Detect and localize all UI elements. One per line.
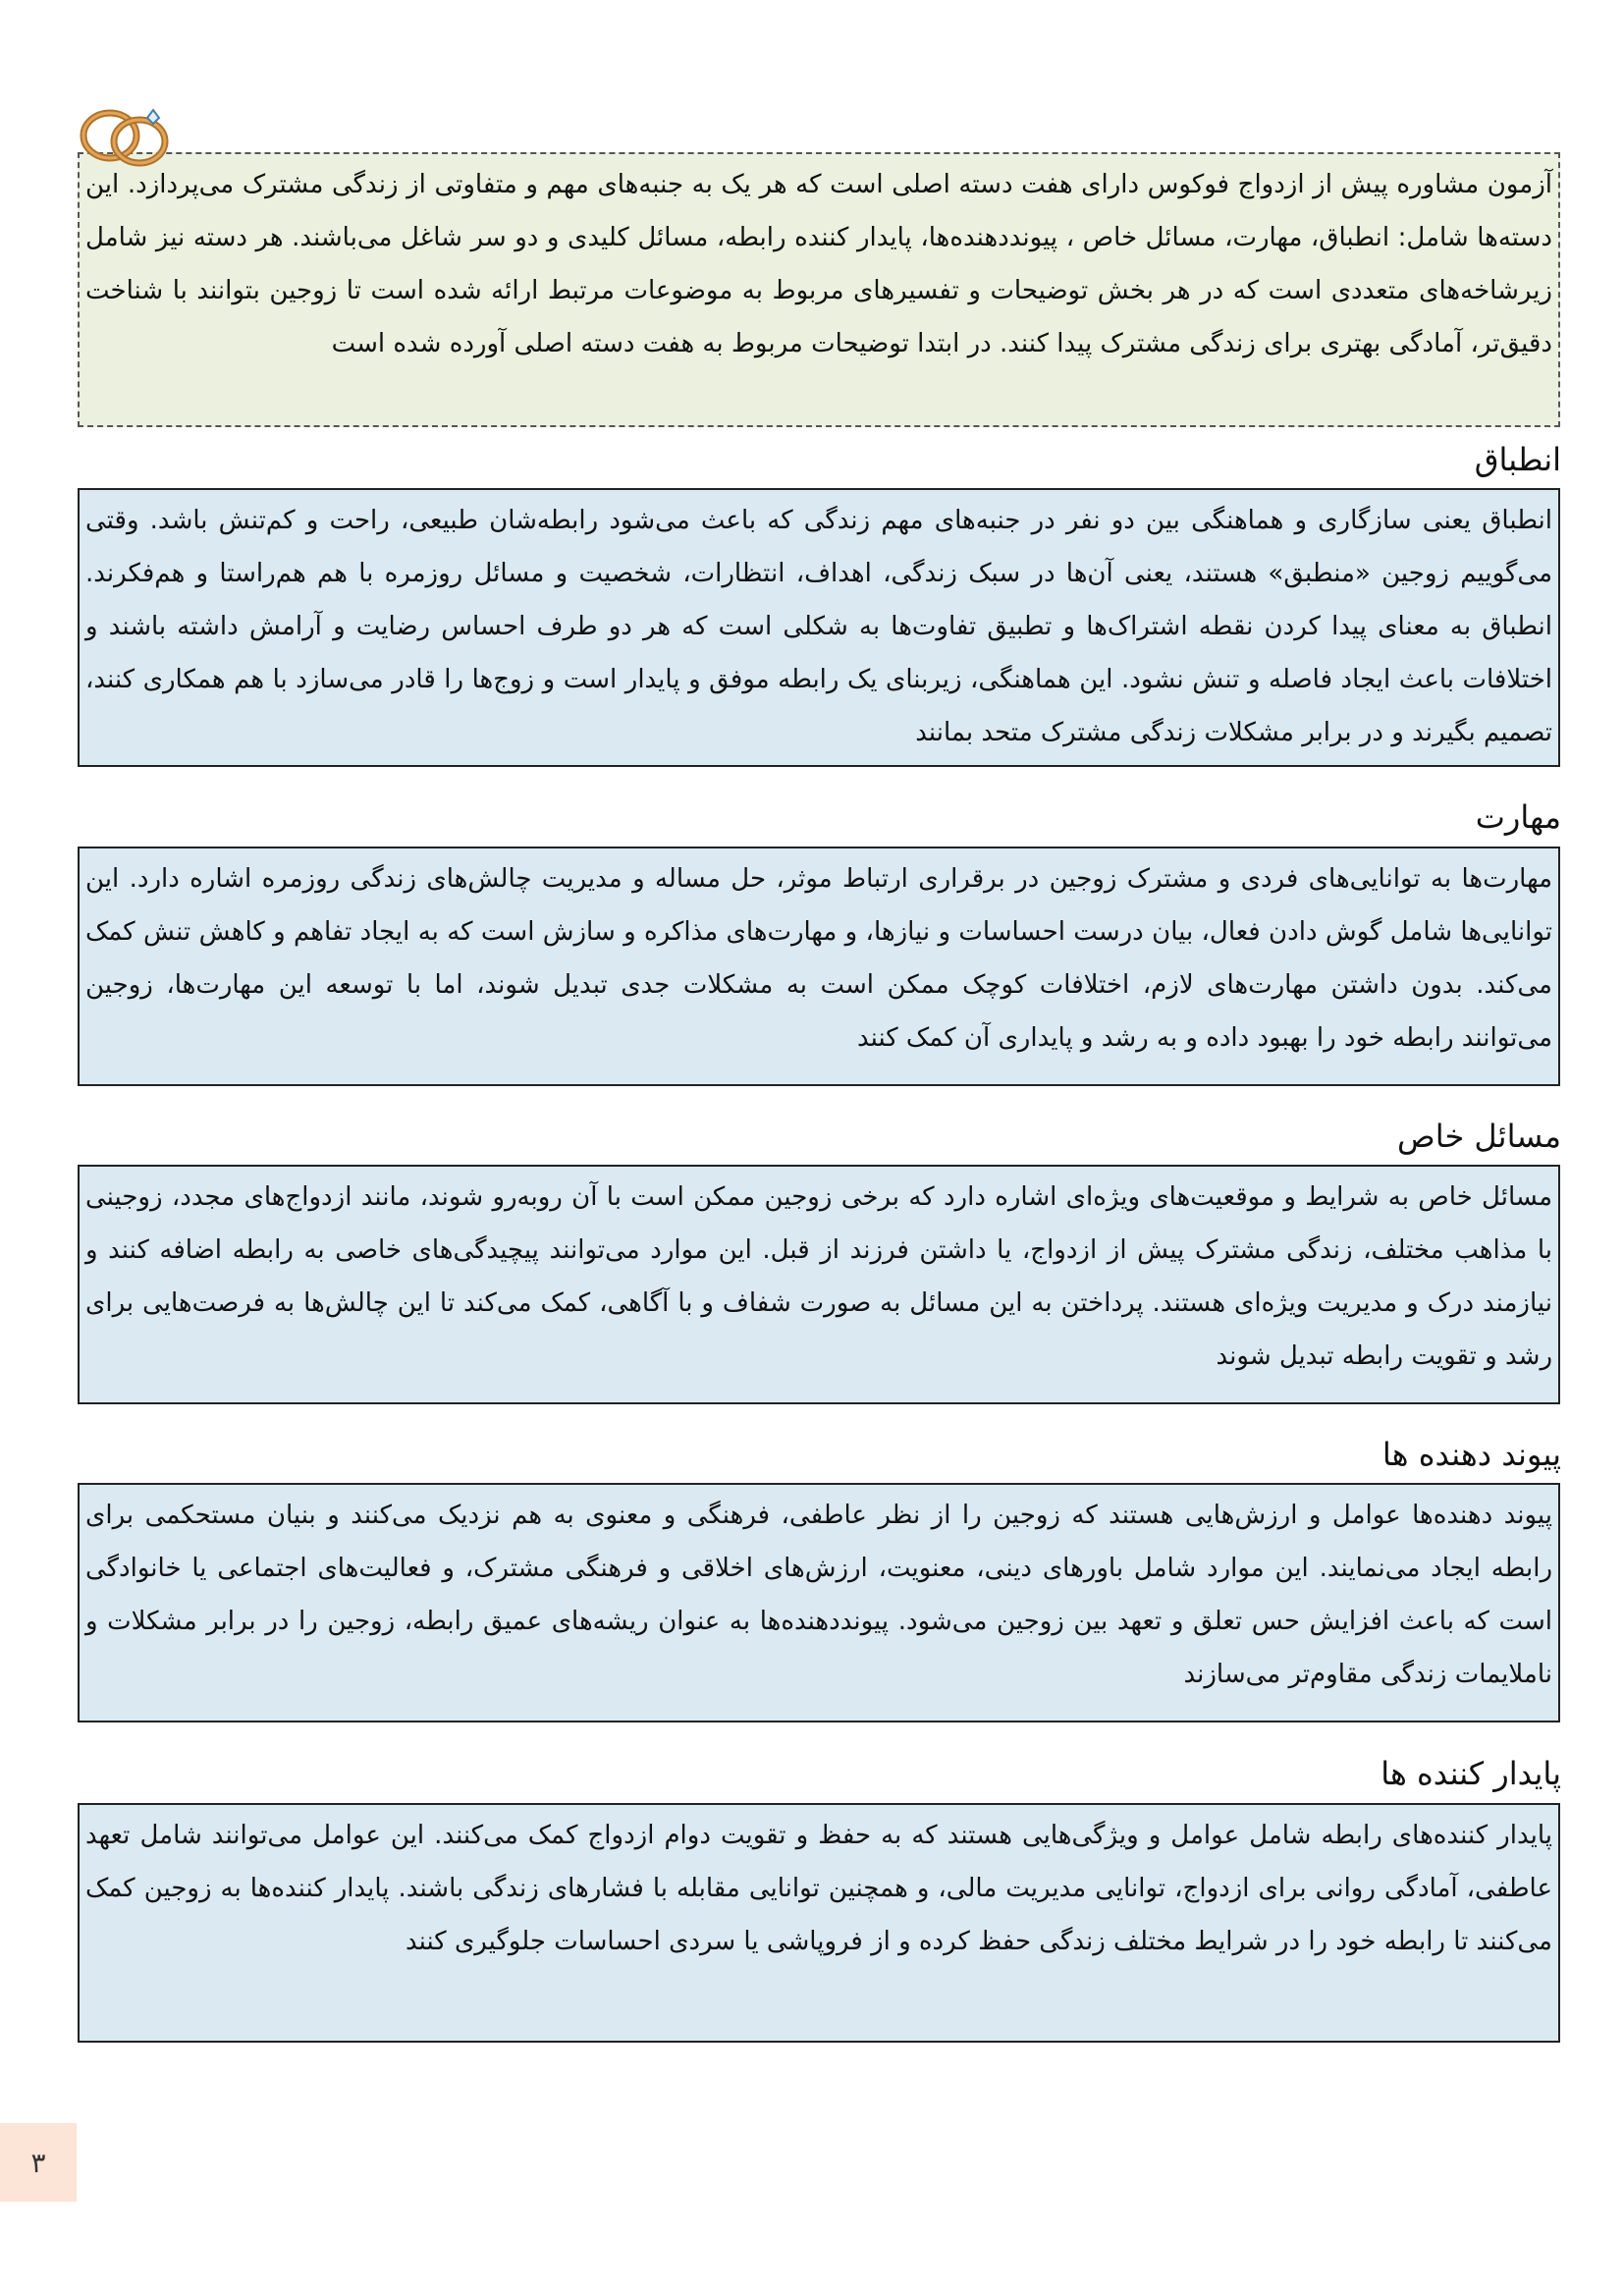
intro-box bbox=[78, 152, 1560, 427]
section-heading-skills: مهارت bbox=[1475, 798, 1561, 836]
section-heading-adaptation: انطباق bbox=[1474, 441, 1561, 478]
section-text-special-issues: مسائل خاص به شرایط و موقعیت‌های ویژه‌ای اشاره دارد که برخی زوجین ممکن است با آن روبه‌رو شوند، مانند ازدواج‌های مجدد، زوجینی با مذاهب مختلف، زندگی مشترک پیش از ازدواج، یا داشتن فرزند از قبل. این موارد می‌توانند پیچیدگی‌های خاصی به رابطه اضافه کنند و نیازمند درک و مدیریت ویژه‌ای هستند. پرداختن به این مسائل به صورت شفاف و با آگاهی، کمک می‌کند تا این چالش‌ها به فرصت‌هایی برای رشد و تقویت رابطه تبدیل شوند bbox=[85, 1182, 1552, 1371]
wedding-rings-icon bbox=[75, 100, 181, 169]
section-heading-special-issues: مسائل خاص bbox=[1397, 1118, 1561, 1155]
section-box-special-issues bbox=[78, 1165, 1560, 1404]
section-text-skills: مهارت‌ها به توانایی‌های فردی و مشترک زوجین در برقراری ارتباط موثر، حل مساله و مدیریت چالش‌های زندگی روزمره اشاره دارد. این توانایی‌ها شامل گوش دادن فعال، بیان درست احساسات و نیازها، و مهارت‌های مذاکره و سازش است که به ایجاد تفاهم و کاهش تنش کمک می‌کند. بدون داشتن مهارت‌های لازم، اختلافات کوچک ممکن است به مشکلات جدی تبدیل شوند، اما با توسعه این مهارت‌ها، زوجین می‌توانند رابطه خود را بهبود داده و به رشد و پایداری آن کمک کنند bbox=[85, 864, 1552, 1053]
section-text-adaptation: انطباق یعنی سازگاری و هماهنگی بین دو نفر در جنبه‌های مهم زندگی که باعث می‌شود رابطه‌شان طبیعی، راحت و کم‌تنش باشد. وقتی می‌گوییم زوجین «منطبق» هستند، یعنی آن‌ها در سبک زندگی، اهداف، انتظارات، شخصیت و مسائل روزمره با هم هم‌راستا و هم‌فکرند. انطباق به معنای پیدا کردن نقطه اشتراک‌ها و تطبیق تفاوت‌ها به شکلی است که هر دو طرف احساس رضایت و آرامش داشته باشند و اختلافات باعث ایجاد فاصله و تنش نشود. این هماهنگی، زیربنای یک رابطه موفق و پایدار است و زوج‌ها را قادر می‌سازد با هم همکاری کنند، تصمیم بگیرند و در برابر مشکلات زندگی مشترک متحد بمانند bbox=[85, 506, 1552, 747]
section-box-stabilizers bbox=[78, 1803, 1560, 2043]
section-text-stabilizers: پایدار کننده‌های رابطه شامل عوامل و ویژگی‌هایی هستند که به حفظ و تقویت دوام ازدواج کمک می‌کنند. این عوامل می‌توانند شامل تعهد عاطفی، آمادگی روانی برای ازدواج، توانایی مدیریت مالی، و همچنین توانایی مقابله با فشارهای زندگی باشند. پایدار کننده‌ها به زوجین کمک می‌کنند تا رابطه خود را در شرایط مختلف زندگی حفظ کرده و از فروپاشی یا سردی احساسات جلوگیری کنند bbox=[85, 1821, 1552, 1956]
section-box-skills bbox=[78, 847, 1560, 1086]
section-heading-stabilizers: پایدار کننده ها bbox=[1380, 1755, 1561, 1792]
intro-text: آزمون مشاوره پیش از ازدواج فوکوس دارای هفت دسته اصلی است که هر یک به جنبه‌های مهم و متفاوتی از زندگی مشترک می‌پردازد. این دسته‌ها شامل: انطباق، مهارت، مسائل خاص ، پیونددهنده‌ها، پایدار کننده رابطه، مسائل کلیدی و دو سر شاغل می‌باشند. هر دسته نیز شامل زیرشاخه‌های متعددی است که در هر بخش توضیحات و تفسیرهای مربوط به موضوعات مرتبط ارائه شده است تا زوجین بتوانند با شناخت دقیق‌تر، آمادگی بهتری برای زندگی مشترک پیدا کنند. در ابتدا توضیحات مربوط به هفت دسته اصلی آورده شده است bbox=[85, 170, 1552, 358]
section-text-connectors: پیوند دهنده‌ها عوامل و ارزش‌هایی هستند که زوجین را از نظر عاطفی، فرهنگی و معنوی به هم نزدیک می‌کنند و بنیان مستحکمی برای رابطه ایجاد می‌نمایند. این موارد شامل باورهای دینی، معنویت، ارزش‌های اخلاقی و فرهنگی مشترک، و فعالیت‌های اجتماعی یا خانوادگی است که باعث افزایش حس تعلق و تعهد بین زوجین می‌شود. پیونددهنده‌ها به عنوان ریشه‌های عمیق رابطه، زوجین را در برابر مشکلات و ناملایمات زندگی مقاوم‌تر می‌سازند bbox=[85, 1501, 1552, 1689]
page-number bbox=[0, 2123, 77, 2202]
page-number-text: ۳ bbox=[30, 2146, 46, 2179]
section-box-connectors bbox=[78, 1483, 1560, 1722]
section-box-adaptation bbox=[78, 488, 1560, 767]
section-heading-connectors: پیوند دهنده ها bbox=[1381, 1436, 1561, 1473]
